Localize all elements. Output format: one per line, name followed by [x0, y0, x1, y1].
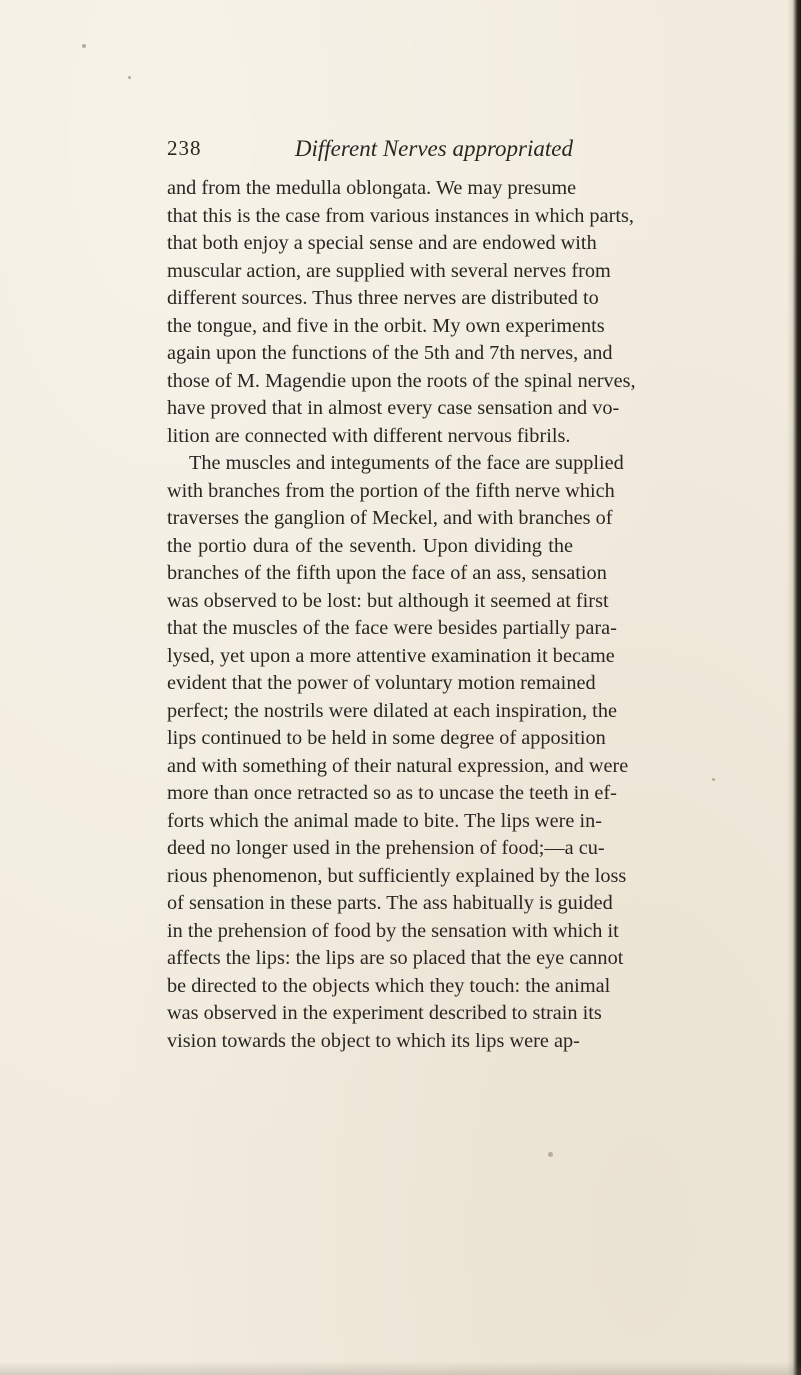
text-line: with branches from the portion of the fifth nerve which [167, 479, 615, 502]
text-line: lysed, yet upon a more attentive examination it became [167, 644, 615, 667]
text-line: muscular action, are supplied with several nerves from [167, 259, 611, 282]
paper-speck [712, 778, 715, 781]
page-bottom-edge [0, 1361, 801, 1375]
text-line: rious phenomenon, but sufficiently explained by the loss [167, 864, 627, 887]
text-line: the tongue, and five in the orbit. My own experiments [167, 314, 605, 337]
page-number: 238 [167, 136, 202, 160]
paper-speck [128, 76, 131, 79]
text-line: that the muscles of the face were besides partially para- [167, 617, 617, 639]
text-line: The muscles and integuments of the face are supplied [189, 452, 624, 474]
running-title: Different Nerves appropriated [294, 136, 573, 161]
text-line: was observed in the experiment described to strain its [167, 1002, 602, 1024]
text-line: different sources. Thus three nerves are distributed to [167, 287, 599, 309]
text-line: evident that the power of voluntary motion remained [167, 672, 596, 694]
paper-speck [548, 1152, 553, 1157]
running-header [167, 136, 573, 172]
text-line: deed no longer used in the prehension of food;—a cu- [167, 837, 605, 859]
text-line: of sensation in these parts. The ass habitually is guided [167, 892, 613, 914]
page-edge-shadow [787, 0, 801, 1375]
body-text [167, 175, 636, 1055]
text-line: have proved that in almost every case sensation and vo- [167, 397, 620, 419]
text-line: forts which the animal made to bite. The lips were in- [167, 809, 602, 832]
text-line: and with something of their natural expression, and were [167, 754, 629, 777]
text-line: and from the medulla oblongata. We may presume [167, 177, 577, 199]
text-line: perfect; the nostrils were dilated at each inspiration, the [167, 699, 617, 722]
text-line: lips continued to be held in some degree of apposition [167, 727, 606, 749]
text-line: branches of the fifth upon the face of an ass, sensation [167, 562, 607, 584]
text-line: again upon the functions of the 5th and 7th nerves, and [167, 342, 613, 364]
text-line: be directed to the objects which they touch: the animal [167, 974, 611, 997]
paper-speck [82, 44, 86, 48]
text-line: the portio dura of the seventh. Upon dividing the [167, 534, 573, 557]
text-line: lition are connected with different nervous fibrils. [167, 424, 571, 447]
text-line: those of M. Magendie upon the roots of the spinal nerves, [167, 369, 636, 392]
text-line: in the prehension of food by the sensation with which it [167, 919, 619, 942]
text-line: more than once retracted so as to uncase the teeth in ef- [167, 782, 617, 804]
text-line: vision towards the object to which its lips were ap- [167, 1029, 580, 1052]
text-line: that both enjoy a special sense and are endowed with [167, 232, 597, 254]
text-line: that this is the case from various instances in which parts, [167, 204, 634, 227]
text-line: traverses the ganglion of Meckel, and with branches of [167, 507, 613, 529]
text-line: was observed to be lost: but although it seemed at first [167, 589, 609, 612]
text-line: affects the lips: the lips are so placed that the eye cannot [167, 947, 624, 969]
